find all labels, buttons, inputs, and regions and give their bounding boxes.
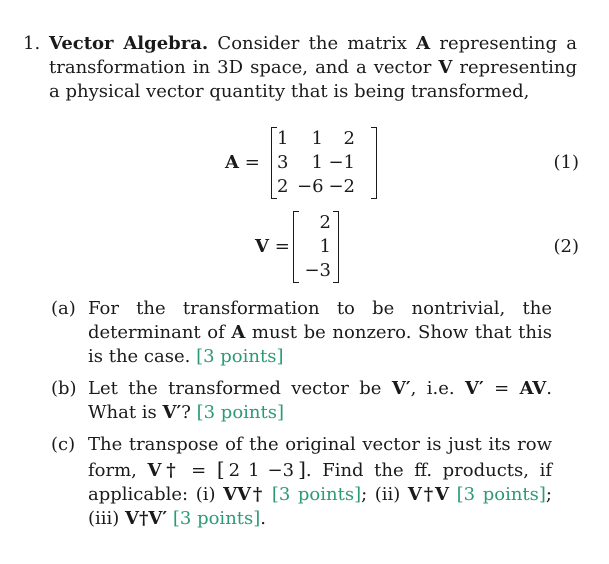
equation-1 [23, 125, 583, 201]
right-bracket [333, 211, 339, 283]
subpart-label: (c) [51, 434, 76, 455]
subpart-label: (b) [51, 378, 77, 399]
equation-number: (2) [553, 236, 579, 257]
vector-cell: 2 [319, 212, 331, 233]
subparts-list [51, 297, 560, 539]
subpart-label: (a) [51, 298, 76, 319]
problem-number: 1. [23, 33, 41, 54]
matrix-cell: 2 [343, 128, 355, 149]
subpart-text: The transpose of the original vector is just its row form, V† = [ 2 1 −3 ]. Find the ff. products, if applicable: (i) VV† [3 points]; (ii) V†V [3 points]; (iii) V†V′ [3 points]. [88, 434, 552, 529]
matrix-a [271, 125, 377, 201]
left-bracket [271, 127, 277, 199]
subpart-a [51, 297, 560, 369]
matrix-cell: −6 [297, 176, 324, 197]
problem-heading: Vector Algebra. [49, 33, 209, 54]
vector-v-lhs: V = [255, 236, 290, 257]
right-bracket [371, 127, 377, 199]
vector-v [293, 209, 339, 285]
matrix-cell: 3 [277, 152, 289, 173]
matrix-cell: 1 [311, 128, 323, 149]
problem-1 [23, 32, 583, 281]
matrix-cell: 1 [311, 152, 323, 173]
points-badge: [3 points] [271, 484, 362, 505]
points-badge: [3 points] [196, 402, 284, 423]
matrix-cell: −1 [328, 152, 355, 173]
points-badge: [3 points] [172, 508, 261, 529]
left-bracket [293, 211, 299, 283]
matrix-cell: 2 [277, 176, 289, 197]
matrix-cell: −2 [328, 176, 355, 197]
equation-number: (1) [553, 152, 579, 173]
points-badge: [3 points] [456, 484, 546, 505]
matrix-a-lhs: A = [225, 152, 260, 173]
row-vector: [ 2 1 −3 ] [216, 457, 306, 481]
matrix-cell: 1 [277, 128, 289, 149]
vector-cell: 1 [319, 236, 331, 257]
equation-2 [23, 209, 583, 287]
subpart-c [51, 433, 560, 531]
problem-intro: Vector Algebra. Consider the matrix A representing a transformation in 3D space, and a vector V representing a physical vector quantity that is being transformed, [49, 33, 577, 102]
vector-cell: −3 [304, 260, 331, 281]
subpart-text: Let the transformed vector be V′, i.e. V′ = AV. What is V′? [3 points] [88, 378, 552, 423]
subpart-b [51, 377, 560, 425]
subpart-text: For the transformation to be nontrivial, the determinant of A must be nonzero. Show that this is the case. [3 points] [88, 298, 552, 367]
points-badge: [3 points] [196, 346, 284, 367]
